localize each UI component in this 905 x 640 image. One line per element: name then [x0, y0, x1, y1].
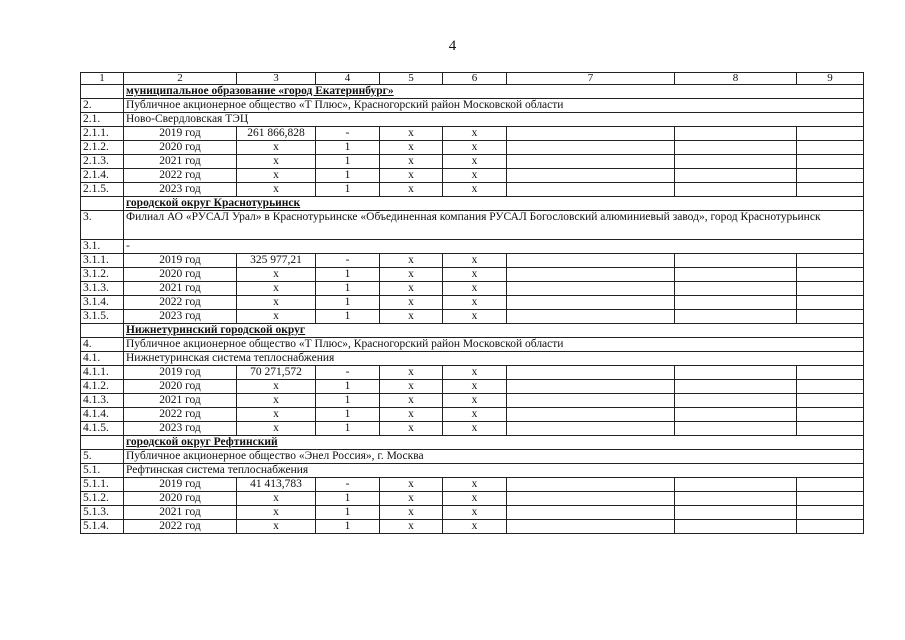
indicator-cell: 1	[316, 520, 380, 534]
header-cell: 1	[81, 73, 124, 85]
empty-cell	[797, 268, 864, 282]
empty-cell	[507, 268, 675, 282]
table-row	[81, 254, 864, 268]
year-cell: 2022 год	[124, 296, 237, 310]
empty-cell	[507, 492, 675, 506]
empty-cell	[797, 506, 864, 520]
empty-cell	[507, 366, 675, 380]
empty-cell	[675, 520, 797, 534]
empty-cell	[675, 141, 797, 155]
empty-cell	[797, 408, 864, 422]
table-row	[81, 492, 864, 506]
empty-cell	[675, 282, 797, 296]
table-row	[81, 422, 864, 436]
mark-cell: х	[380, 169, 443, 183]
year-cell: 2019 год	[124, 366, 237, 380]
mark-cell: х	[380, 506, 443, 520]
year-cell: 2023 год	[124, 422, 237, 436]
row-number-cell: 3.1.2.	[81, 268, 124, 282]
indicator-cell: -	[316, 127, 380, 141]
indicator-cell: 1	[316, 268, 380, 282]
row-number-cell: 2.1.5.	[81, 183, 124, 197]
table-row	[81, 169, 864, 183]
value-cell: х	[237, 394, 316, 408]
value-cell: х	[237, 422, 316, 436]
table-row	[81, 380, 864, 394]
mark-cell: х	[443, 366, 507, 380]
empty-cell	[507, 254, 675, 268]
row-number-cell: 2.1.	[81, 113, 124, 127]
mark-cell: х	[380, 183, 443, 197]
indicator-cell: 1	[316, 492, 380, 506]
row-number-cell: 2.1.1.	[81, 127, 124, 141]
empty-cell	[507, 282, 675, 296]
row-number-cell: 4.1.3.	[81, 394, 124, 408]
empty-cell	[507, 141, 675, 155]
mark-cell: х	[380, 268, 443, 282]
empty-cell	[797, 127, 864, 141]
mark-cell: х	[443, 155, 507, 169]
header-cell: 4	[316, 73, 380, 85]
empty-cell	[797, 394, 864, 408]
mark-cell: х	[443, 141, 507, 155]
empty-cell	[797, 422, 864, 436]
year-cell: 2023 год	[124, 310, 237, 324]
indicator-cell: 1	[316, 296, 380, 310]
year-cell: 2021 год	[124, 506, 237, 520]
indicator-cell: 1	[316, 380, 380, 394]
entity-title: Нижнетуринская система теплоснабжения	[124, 352, 864, 366]
row-number-cell: 5.1.4.	[81, 520, 124, 534]
empty-cell	[507, 183, 675, 197]
value-cell: х	[237, 408, 316, 422]
row-number-cell: 2.	[81, 99, 124, 113]
row-number-cell	[81, 436, 124, 450]
row-number-cell: 4.	[81, 338, 124, 352]
mark-cell: х	[443, 422, 507, 436]
indicator-cell: 1	[316, 408, 380, 422]
value-cell: 325 977,21	[237, 254, 316, 268]
empty-cell	[507, 127, 675, 141]
empty-cell	[675, 506, 797, 520]
value-cell: х	[237, 506, 316, 520]
row-number-cell: 4.1.1.	[81, 366, 124, 380]
value-cell: х	[237, 296, 316, 310]
empty-cell	[507, 310, 675, 324]
row-number-cell: 5.1.3.	[81, 506, 124, 520]
empty-cell	[797, 169, 864, 183]
value-cell: х	[237, 169, 316, 183]
entity-title: -	[124, 240, 864, 254]
empty-cell	[507, 506, 675, 520]
empty-cell	[797, 183, 864, 197]
empty-cell	[507, 520, 675, 534]
empty-cell	[507, 478, 675, 492]
section-title: муниципальное образование «город Екатеринбург»	[124, 85, 864, 99]
empty-cell	[675, 366, 797, 380]
value-cell: х	[237, 282, 316, 296]
empty-cell	[675, 155, 797, 169]
row-number-cell: 3.1.1.	[81, 254, 124, 268]
mark-cell: х	[380, 492, 443, 506]
table-row	[81, 408, 864, 422]
table-row	[81, 520, 864, 534]
header-row	[81, 73, 864, 85]
table-row	[81, 85, 864, 99]
mark-cell: х	[380, 394, 443, 408]
table-row	[81, 450, 864, 464]
indicator-cell: 1	[316, 155, 380, 169]
value-cell: 70 271,572	[237, 366, 316, 380]
value-cell: х	[237, 268, 316, 282]
empty-cell	[675, 127, 797, 141]
empty-cell	[797, 254, 864, 268]
empty-cell	[797, 296, 864, 310]
data-table	[80, 72, 864, 534]
row-number-cell: 2.1.4.	[81, 169, 124, 183]
empty-cell	[797, 282, 864, 296]
indicator-cell: -	[316, 254, 380, 268]
empty-cell	[507, 408, 675, 422]
empty-cell	[675, 478, 797, 492]
row-number-cell: 5.1.2.	[81, 492, 124, 506]
mark-cell: х	[380, 254, 443, 268]
mark-cell: х	[443, 310, 507, 324]
empty-cell	[675, 169, 797, 183]
row-number-cell: 5.1.	[81, 464, 124, 478]
page-number: 4	[448, 38, 457, 54]
table-row	[81, 478, 864, 492]
value-cell: х	[237, 141, 316, 155]
empty-cell	[675, 380, 797, 394]
mark-cell: х	[380, 478, 443, 492]
row-number-cell: 3.1.	[81, 240, 124, 254]
value-cell: х	[237, 492, 316, 506]
row-number-cell: 4.1.5.	[81, 422, 124, 436]
row-number-cell	[81, 324, 124, 338]
table-row	[81, 183, 864, 197]
table-row	[81, 127, 864, 141]
row-number-cell: 3.1.4.	[81, 296, 124, 310]
header-cell: 3	[237, 73, 316, 85]
table-row	[81, 366, 864, 380]
year-cell: 2022 год	[124, 520, 237, 534]
entity-title: Филиал АО «РУСАЛ Урал» в Краснотурьинске «Объединенная компания РУСАЛ Богословский алюминиевый завод», город Краснотурьинск	[124, 211, 864, 240]
row-number-cell	[81, 85, 124, 99]
empty-cell	[675, 408, 797, 422]
mark-cell: х	[443, 394, 507, 408]
mark-cell: х	[380, 141, 443, 155]
empty-cell	[507, 296, 675, 310]
empty-cell	[507, 380, 675, 394]
empty-cell	[675, 296, 797, 310]
mark-cell: х	[380, 155, 443, 169]
value-cell: х	[237, 380, 316, 394]
empty-cell	[797, 492, 864, 506]
table-row	[81, 506, 864, 520]
year-cell: 2023 год	[124, 183, 237, 197]
table-row	[81, 240, 864, 254]
mark-cell: х	[443, 408, 507, 422]
indicator-cell: 1	[316, 394, 380, 408]
entity-title: Ново-Свердловская ТЭЦ	[124, 113, 864, 127]
value-cell: 261 866,828	[237, 127, 316, 141]
mark-cell: х	[443, 254, 507, 268]
empty-cell	[797, 380, 864, 394]
empty-cell	[675, 310, 797, 324]
header-cell: 9	[797, 73, 864, 85]
row-number-cell: 4.1.4.	[81, 408, 124, 422]
section-title: городской округ Рефтинский	[124, 436, 864, 450]
indicator-cell: -	[316, 366, 380, 380]
indicator-cell: -	[316, 478, 380, 492]
row-number-cell	[81, 197, 124, 211]
header-cell: 5	[380, 73, 443, 85]
year-cell: 2021 год	[124, 155, 237, 169]
value-cell: х	[237, 520, 316, 534]
empty-cell	[675, 492, 797, 506]
table-row	[81, 296, 864, 310]
year-cell: 2019 год	[124, 127, 237, 141]
table-row	[81, 113, 864, 127]
table-row	[81, 324, 864, 338]
mark-cell: х	[443, 506, 507, 520]
year-cell: 2019 год	[124, 478, 237, 492]
mark-cell: х	[380, 422, 443, 436]
mark-cell: х	[380, 310, 443, 324]
table-row	[81, 141, 864, 155]
table-row	[81, 155, 864, 169]
empty-cell	[507, 422, 675, 436]
year-cell: 2019 год	[124, 254, 237, 268]
empty-cell	[507, 169, 675, 183]
empty-cell	[797, 366, 864, 380]
mark-cell: х	[443, 478, 507, 492]
empty-cell	[797, 520, 864, 534]
mark-cell: х	[443, 520, 507, 534]
value-cell: х	[237, 155, 316, 169]
table-row	[81, 352, 864, 366]
empty-cell	[507, 155, 675, 169]
entity-title: Публичное акционерное общество «Т Плюс», Красногорский район Московской области	[124, 99, 864, 113]
mark-cell: х	[443, 183, 507, 197]
mark-cell: х	[380, 296, 443, 310]
empty-cell	[675, 254, 797, 268]
section-title: городской округ Краснотурьинск	[124, 197, 864, 211]
empty-cell	[797, 310, 864, 324]
mark-cell: х	[443, 268, 507, 282]
indicator-cell: 1	[316, 506, 380, 520]
year-cell: 2020 год	[124, 492, 237, 506]
mark-cell: х	[380, 127, 443, 141]
mark-cell: х	[380, 282, 443, 296]
mark-cell: х	[443, 127, 507, 141]
mark-cell: х	[380, 408, 443, 422]
year-cell: 2022 год	[124, 169, 237, 183]
year-cell: 2020 год	[124, 141, 237, 155]
table-row	[81, 282, 864, 296]
table-row	[81, 197, 864, 211]
indicator-cell: 1	[316, 141, 380, 155]
row-number-cell: 4.1.	[81, 352, 124, 366]
empty-cell	[675, 183, 797, 197]
entity-title: Публичное акционерное общество «Энел Россия», г. Москва	[124, 450, 864, 464]
header-cell: 6	[443, 73, 507, 85]
empty-cell	[797, 478, 864, 492]
year-cell: 2020 год	[124, 380, 237, 394]
mark-cell: х	[443, 296, 507, 310]
mark-cell: х	[380, 520, 443, 534]
indicator-cell: 1	[316, 422, 380, 436]
mark-cell: х	[380, 380, 443, 394]
mark-cell: х	[443, 169, 507, 183]
row-number-cell: 4.1.2.	[81, 380, 124, 394]
mark-cell: х	[443, 380, 507, 394]
table-row	[81, 99, 864, 113]
table-row	[81, 211, 864, 240]
year-cell: 2022 год	[124, 408, 237, 422]
empty-cell	[675, 422, 797, 436]
indicator-cell: 1	[316, 310, 380, 324]
mark-cell: х	[380, 366, 443, 380]
table-row	[81, 436, 864, 450]
row-number-cell: 2.1.2.	[81, 141, 124, 155]
empty-cell	[797, 155, 864, 169]
row-number-cell: 5.1.1.	[81, 478, 124, 492]
year-cell: 2020 год	[124, 268, 237, 282]
table-row	[81, 394, 864, 408]
mark-cell: х	[443, 282, 507, 296]
value-cell: х	[237, 183, 316, 197]
header-cell: 7	[507, 73, 675, 85]
empty-cell	[675, 394, 797, 408]
table-row	[81, 464, 864, 478]
row-number-cell: 3.1.5.	[81, 310, 124, 324]
value-cell: х	[237, 310, 316, 324]
indicator-cell: 1	[316, 282, 380, 296]
entity-title: Публичное акционерное общество «Т Плюс», Красногорский район Московской области	[124, 338, 864, 352]
row-number-cell: 3.	[81, 211, 124, 240]
row-number-cell: 5.	[81, 450, 124, 464]
mark-cell: х	[443, 492, 507, 506]
indicator-cell: 1	[316, 169, 380, 183]
table-row	[81, 338, 864, 352]
row-number-cell: 2.1.3.	[81, 155, 124, 169]
header-cell: 2	[124, 73, 237, 85]
header-cell: 8	[675, 73, 797, 85]
section-title: Нижнетуринский городской округ	[124, 324, 864, 338]
table-row	[81, 310, 864, 324]
row-number-cell: 3.1.3.	[81, 282, 124, 296]
empty-cell	[675, 268, 797, 282]
value-cell: 41 413,783	[237, 478, 316, 492]
year-cell: 2021 год	[124, 282, 237, 296]
entity-title: Рефтинская система теплоснабжения	[124, 464, 864, 478]
indicator-cell: 1	[316, 183, 380, 197]
empty-cell	[507, 394, 675, 408]
table-row	[81, 268, 864, 282]
year-cell: 2021 год	[124, 394, 237, 408]
empty-cell	[797, 141, 864, 155]
